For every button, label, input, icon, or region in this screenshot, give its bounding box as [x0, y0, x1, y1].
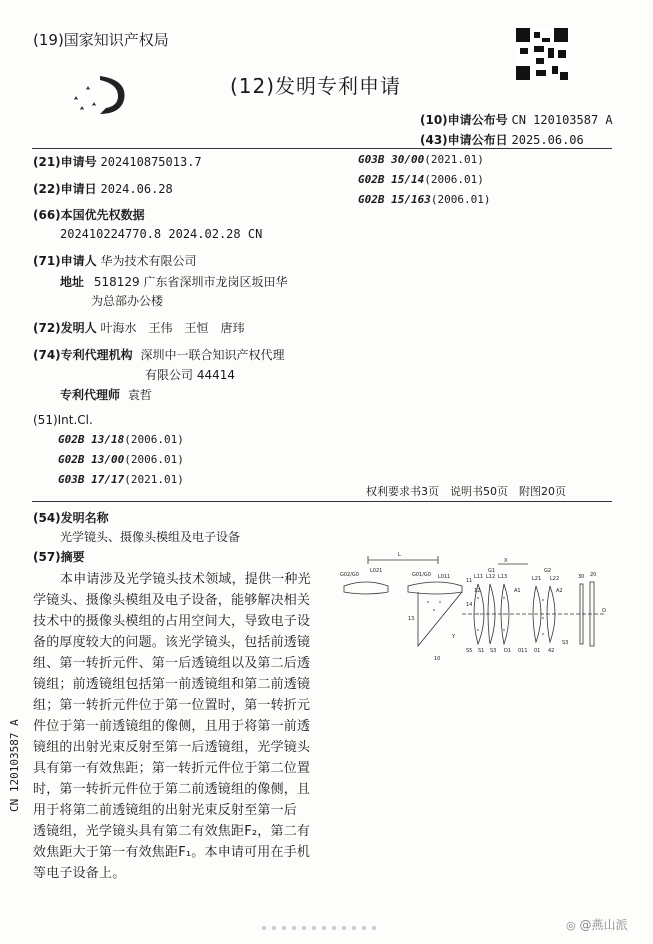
abstract-line: 镜组的出射光束反射至第一后透镜组，光学镜头: [33, 740, 311, 755]
pub-date-row: [420, 131, 584, 148]
inventors-label: (72)发明人: [33, 321, 97, 335]
priority-label: (66)本国优先权数据: [33, 208, 145, 222]
weibo-watermark: [566, 916, 627, 933]
figure-label: G1: [488, 568, 496, 574]
app-date: 2024.06.28: [100, 182, 173, 196]
figure-label: 01: [534, 648, 541, 654]
page-dot: [302, 926, 306, 930]
figure-label: A2: [556, 588, 563, 594]
abstract-line: 效焦距大于第一有效焦距F₁。本申请可用在手机: [33, 845, 311, 860]
intcl-item: [58, 473, 184, 486]
abstract-line: 件位于第一前透镜组的像侧，且用于将第一前透: [33, 719, 311, 734]
pub-no-row: [420, 111, 613, 128]
figure-label: G2: [544, 568, 552, 574]
right-cls-code: G03B 30/00: [358, 153, 425, 166]
right-cls-item: [358, 193, 490, 206]
applicant: 华为技术有限公司: [100, 254, 197, 268]
abstract-line: 用于将第二前透镜组的出射光束反射至第一后: [33, 803, 298, 818]
figure-label: O: [602, 608, 606, 614]
figure-label: 13: [408, 616, 415, 622]
intcl-date: (2006.01): [124, 453, 184, 466]
title-label: (54)发明名称: [33, 511, 109, 525]
page-dot: [352, 926, 356, 930]
figure-label: 20: [590, 572, 597, 578]
agent-label: 专利代理师: [60, 388, 121, 402]
right-cls-item: [358, 153, 484, 166]
figure-label: L22: [550, 576, 560, 582]
figure-label: 30: [578, 574, 585, 580]
right-cls-date: (2006.01): [430, 193, 491, 206]
pages-summary: 权利要求书3页 说明书50页 附图20页: [366, 485, 566, 498]
figure-label: L021: [370, 568, 383, 574]
applicant-label: (71)申请人: [33, 254, 97, 268]
figure-label: L13: [498, 574, 508, 580]
side-pub-number: CN 120103587 A: [8, 719, 21, 812]
page-dot: [372, 926, 376, 930]
abstract-line: 组；第一转折元件位于第一位置时，第一转折元: [33, 698, 311, 713]
figure-label: L11: [474, 574, 484, 580]
app-no-row: [33, 153, 202, 170]
intcl-date: (2006.01): [124, 433, 184, 446]
page-dot: [262, 926, 266, 930]
page-dot: [292, 926, 296, 930]
figure-label: S3: [490, 648, 497, 654]
figure-label: 12: [474, 588, 481, 594]
agency-label: (74)专利代理机构: [33, 348, 133, 362]
intcl-label: (51)Int.Cl.: [33, 413, 93, 427]
abstract-line: 具有第一有效焦距；第一转折元件位于第二位置: [33, 761, 311, 776]
figure-label: L: [398, 552, 401, 558]
page-dot: [342, 926, 346, 930]
address-row: [60, 273, 287, 290]
inventors: 叶海水 王伟 王恒 唐玮: [100, 321, 245, 335]
figure-label: S1: [478, 648, 485, 654]
cnipa-logo: [66, 70, 136, 116]
abstract-line: 时，第一转折元件位于第二前透镜组的像侧，且: [33, 782, 311, 797]
page-dot: [312, 926, 316, 930]
agency-line1: 深圳中一联合知识产权代理: [140, 348, 285, 362]
app-no-label: (21)申请号: [33, 155, 97, 169]
app-no: 202410875013.7: [100, 155, 202, 169]
intcl-code: G03B 17/17: [58, 473, 125, 486]
app-date-label: (22)申请日: [33, 182, 97, 196]
agent: 袁哲: [127, 388, 152, 402]
right-cls-date: (2021.01): [424, 153, 484, 166]
intcl-code: G02B 13/18: [58, 433, 125, 446]
right-cls-date: (2006.01): [424, 173, 484, 186]
intcl-item: [58, 433, 184, 446]
lens-g02: [344, 582, 388, 594]
qr-code: [516, 28, 568, 80]
figure-label: L011: [438, 574, 451, 580]
priority-value: 202410224770.8 2024.02.28 CN: [60, 227, 263, 241]
agent-row: [60, 386, 152, 403]
address-line2: 为总部办公楼: [91, 294, 164, 308]
figure-label: 14: [466, 602, 473, 608]
weibo-icon: ◎: [566, 919, 576, 932]
right-cls-item: [358, 173, 484, 186]
figure-label: X: [504, 558, 508, 564]
pub-no-label: (10)申请公布号: [420, 113, 508, 127]
pub-date: 2025.06.06: [511, 133, 584, 147]
right-cls-code: G02B 15/163: [358, 193, 431, 206]
intcl-code: G02B 13/00: [58, 453, 125, 466]
figure-label: 011: [518, 648, 528, 654]
abstract-line: 本申请涉及光学镜头技术领域，提供一种光: [60, 572, 311, 587]
document-type: (12)发明专利申请: [230, 74, 402, 98]
inventors-row: [33, 319, 245, 336]
page-dot: [362, 926, 366, 930]
header-rule: [32, 148, 612, 149]
pub-date-label: (43)申请公布日: [420, 133, 508, 147]
right-cls-code: G02B 15/14: [358, 173, 425, 186]
invention-title: 光学镜头、摄像头模组及电子设备: [60, 530, 241, 544]
intcl-item: [58, 453, 184, 466]
app-date-row: [33, 180, 173, 197]
abstract-line: 技术中的摄像头模组的占用空间大，导致电子设: [33, 614, 311, 629]
agency-line2: 有限公司 44414: [145, 368, 235, 382]
page-dot: [332, 926, 336, 930]
figure-label: 10: [434, 656, 441, 662]
abstract-line: 备的厚度较大的问题。该光学镜头，包括前透镜: [33, 635, 311, 650]
figure-label: D1: [504, 648, 512, 654]
abstract-line: 学镜头、摄像头模组及电子设备，能够解决相关: [33, 593, 311, 608]
figure-label: L21: [532, 576, 542, 582]
watermark-text: @燕山派: [579, 918, 628, 932]
address-line1: 518129 广东省深圳市龙岗区坂田华: [93, 275, 288, 289]
figure-label: 11: [466, 578, 473, 584]
pub-no: CN 120103587 A: [511, 113, 613, 127]
page-dot: [282, 926, 286, 930]
abstract-line: 等电子设备上。: [33, 866, 126, 881]
office-name: (19)国家知识产权局: [33, 31, 169, 49]
figure-label: Y: [452, 634, 456, 640]
intcl-date: (2021.01): [124, 473, 184, 486]
figure-label: L12: [486, 574, 496, 580]
figure-label: A1: [514, 588, 521, 594]
page-dot: [272, 926, 276, 930]
applicant-row: [33, 252, 197, 269]
address-label: 地址: [60, 275, 85, 289]
abstract-figure: [338, 548, 610, 668]
lens-g01: [408, 582, 462, 594]
figure-label: 42: [548, 648, 555, 654]
page-dot: [322, 926, 326, 930]
figure-label: G01/G0: [412, 572, 431, 578]
abstract-label: (57)摘要: [33, 550, 85, 564]
abstract-line: 组、第一转折元件、第一后透镜组以及第二后透: [33, 656, 311, 671]
agency-row: [33, 346, 285, 363]
abstract-line: 透镜组，光学镜头具有第二有效焦距F₂，第二有: [33, 824, 311, 839]
figure-label: G02/G0: [340, 572, 359, 578]
prism: [418, 592, 462, 646]
figure-label: S3: [562, 640, 569, 646]
figure-label: S5: [466, 648, 473, 654]
section-rule: [32, 501, 612, 502]
abstract-line: 镜组；前透镜组包括第一前透镜组和第二前透镜: [33, 677, 311, 692]
